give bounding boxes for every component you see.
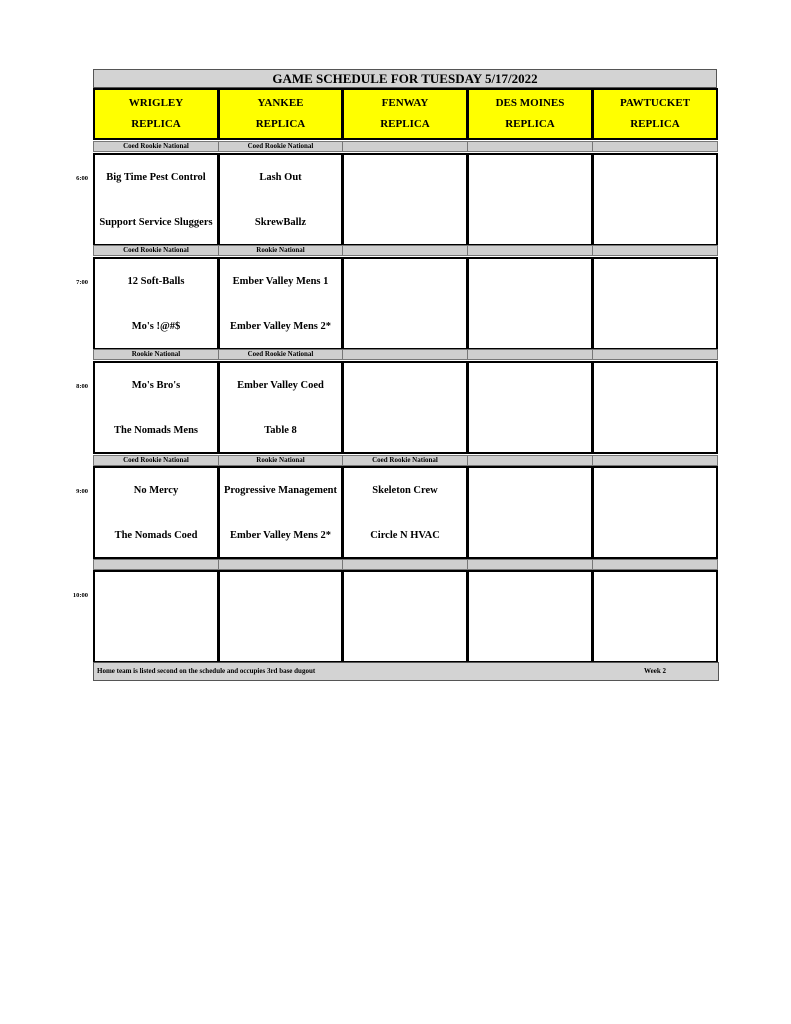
division-label: Coed Rookie National [342, 455, 468, 466]
division-label [592, 455, 718, 466]
field-name: YANKEE [257, 97, 304, 109]
schedule-footer [93, 662, 719, 681]
game-cell [467, 570, 593, 663]
game-cell [218, 570, 343, 663]
field-name: PAWTUCKET [619, 97, 691, 109]
away-team: Mo's Bro's [131, 380, 181, 391]
game-cell [592, 570, 718, 663]
division-label: Coed Rookie National [218, 349, 343, 360]
home-team: Ember Valley Mens 2* [229, 530, 332, 541]
division-label [467, 349, 593, 360]
division-label [467, 559, 593, 570]
field-header [592, 88, 718, 140]
field-subtitle: REPLICA [630, 118, 680, 130]
game-cell [467, 466, 593, 559]
game-cell [467, 153, 593, 246]
home-team: Circle N HVAC [370, 530, 440, 541]
field-subtitle: REPLICA [380, 118, 430, 130]
home-team: Table 8 [264, 425, 297, 436]
division-label: Rookie National [93, 349, 219, 360]
division-label: Coed Rookie National [93, 141, 219, 152]
field-subtitle: REPLICA [255, 118, 306, 130]
game-cell [93, 361, 219, 454]
home-team: Support Service Sluggers [99, 217, 213, 228]
division-label: Rookie National [218, 245, 343, 256]
away-team: 12 Soft-Balls [127, 276, 185, 287]
home-team: The Nomads Coed [114, 530, 198, 541]
home-team: SkrewBallz [254, 217, 307, 228]
division-label [592, 559, 718, 570]
away-team: Progressive Management [223, 485, 338, 496]
away-team: Lash Out [259, 172, 302, 183]
division-label [467, 455, 593, 466]
division-label: Coed Rookie National [218, 141, 343, 152]
time-slot-label: 7:00 [76, 279, 88, 286]
game-cell [93, 570, 219, 663]
field-header [342, 88, 468, 140]
game-cell [592, 361, 718, 454]
away-team: Big Time Pest Control [106, 172, 206, 183]
game-cell [342, 257, 468, 350]
time-slot-label: 8:00 [76, 383, 88, 390]
game-cell [467, 257, 593, 350]
game-cell [592, 257, 718, 350]
home-team: Ember Valley Mens 2* [229, 321, 332, 332]
game-cell [592, 466, 718, 559]
division-label [467, 141, 593, 152]
game-cell [93, 257, 219, 350]
division-label [592, 245, 718, 256]
game-cell [342, 361, 468, 454]
schedule-title: GAME SCHEDULE FOR TUESDAY 5/17/2022 [93, 69, 717, 88]
time-slot-label: 10:00 [72, 592, 88, 599]
game-cell [218, 153, 343, 246]
division-label [592, 141, 718, 152]
game-cell [93, 153, 219, 246]
division-label [342, 245, 468, 256]
game-cell [218, 361, 343, 454]
game-cell [467, 361, 593, 454]
away-team: Skeleton Crew [372, 485, 438, 496]
division-label [467, 245, 593, 256]
division-label [218, 559, 343, 570]
away-team: No Mercy [133, 485, 179, 496]
away-team: Ember Valley Coed [237, 380, 324, 391]
division-label [342, 349, 468, 360]
division-label [93, 559, 219, 570]
game-cell [218, 466, 343, 559]
game-cell [342, 466, 468, 559]
game-cell [342, 153, 468, 246]
home-team: Mo's !@#$ [131, 321, 181, 332]
field-header [93, 88, 219, 140]
game-cell [218, 257, 343, 350]
game-cell [342, 570, 468, 663]
field-subtitle: REPLICA [505, 118, 555, 130]
division-label [342, 141, 468, 152]
division-label: Rookie National [218, 455, 343, 466]
field-header [467, 88, 593, 140]
field-header [218, 88, 343, 140]
home-team: The Nomads Mens [113, 425, 198, 436]
time-slot-label: 9:00 [76, 488, 88, 495]
field-name: FENWAY [381, 97, 429, 109]
footer-note: Home team is listed second on the schedule and occupies 3rd base dugout [97, 667, 316, 675]
away-team: Ember Valley Mens 1 [232, 276, 329, 287]
schedule-sheet [93, 69, 719, 682]
game-cell [592, 153, 718, 246]
division-label: Coed Rookie National [93, 455, 219, 466]
footer-week: Week 2 [644, 667, 666, 675]
division-label: Coed Rookie National [93, 245, 219, 256]
field-subtitle: REPLICA [131, 118, 181, 130]
division-label [592, 349, 718, 360]
time-slot-label: 6:00 [76, 175, 88, 182]
division-label [342, 559, 468, 570]
game-cell [93, 466, 219, 559]
field-name: WRIGLEY [128, 97, 184, 109]
field-name: DES MOINES [495, 97, 565, 109]
